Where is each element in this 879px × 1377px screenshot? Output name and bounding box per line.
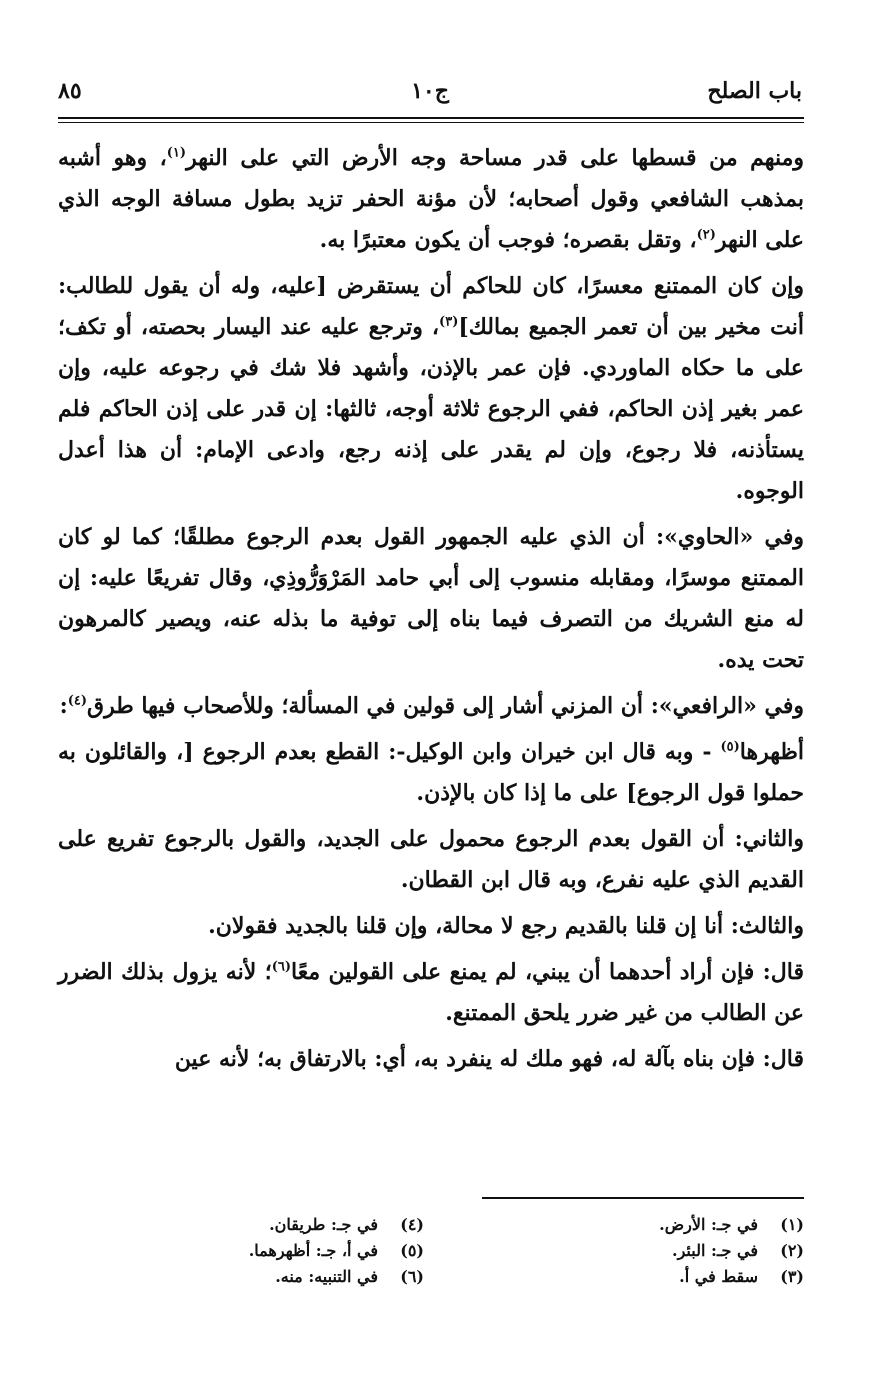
paragraph-text: وإن كان الممتنع معسرًا، كان للحاكم أن يستقرض [عليه، وله أن يقول للطالب: أنت مخير بين أن تعمر الجميع بمالك]: [58, 273, 804, 340]
paragraph-text: ، وتقل بقصره؛ فوجب أن يكون معتبرًا به.: [319, 227, 697, 253]
paragraph: [58, 686, 804, 727]
volume-label: ج١٠: [411, 78, 449, 104]
paragraph-text: وفي «الرافعي»: أن المزني أشار إلى قولين في المسألة؛ وللأصحاب فيها طرق: [87, 693, 804, 719]
footnote-item: [464, 1238, 804, 1264]
footnote-text: سقط في أ.: [679, 1267, 758, 1286]
footnote-number: (٣): [780, 1267, 804, 1286]
footnote-marker: (٣): [439, 314, 459, 330]
paragraph: [58, 732, 804, 814]
paragraph: [58, 819, 804, 901]
footnotes: [58, 1212, 804, 1312]
paragraph: [58, 266, 804, 512]
running-header: [58, 72, 802, 112]
paragraph: [58, 517, 804, 681]
footnote-number: (٢): [780, 1241, 804, 1260]
chapter-title: باب الصلح: [707, 78, 802, 104]
paragraph-text: ومنهم من قسطها على قدر مساحة وجه الأرض التي على النهر: [186, 145, 804, 171]
paragraph: [58, 952, 804, 1034]
footnote-text: في أ، جـ: أظهرهما.: [248, 1241, 378, 1260]
footnote-text: في جـ: البئر.: [672, 1241, 758, 1260]
footnote-column-right: [464, 1212, 804, 1290]
footnote-item: [84, 1212, 424, 1238]
paragraph-text: ؛ لأنه يزول بذلك الضرر عن الطالب من غير ضرر يلحق الممتنع.: [58, 959, 804, 1026]
footnote-text: في جـ: الأرض.: [659, 1215, 758, 1234]
paragraph-text: وفي «الحاوي»: أن الذي عليه الجمهور القول بعدم الرجوع مطلقًا؛ كما لو كان الممتنع موسرًا، ومقابله منسوب إلى أبي حامد المَرْوَرُّوذِي، وقال تفريعًا عليه: إن له منع الشريك من التصرف فيما بناه إلى توفية ما بذله عنه، ويصير كالمرهون تحت يده.: [58, 524, 805, 673]
footnote-item: [84, 1238, 424, 1264]
footnote-item: [84, 1264, 424, 1290]
paragraph-text: والثالث: أنا إن قلنا بالقديم رجع لا محالة، وإن قلنا بالجديد فقولان.: [208, 913, 804, 939]
footnote-number: (٥): [400, 1241, 424, 1260]
body-text: [58, 138, 804, 1085]
paragraph-text: :: [59, 693, 68, 719]
footnote-marker: (٦): [271, 959, 291, 975]
footnote-number: (٤): [400, 1215, 424, 1234]
paragraph-text: قال: فإن أراد أحدهما أن يبني، لم يمنع على القولين معًا: [291, 959, 804, 985]
paragraph-text: ، وهو أشبه بمذهب الشافعي وقول أصحابه؛ لأن مؤنة الحفر تزيد بطول مسافة الوجه الذي على النهر: [58, 145, 804, 253]
footnote-item: [464, 1212, 804, 1238]
footnote-separator: [482, 1197, 804, 1199]
footnote-number: (١): [780, 1215, 804, 1234]
paragraph-text: أظهرها: [739, 739, 804, 765]
paragraph: [58, 1039, 804, 1080]
paragraph-text: قال: فإن بناه بآلة له، فهو ملك له ينفرد به، أي: بالارتفاق به؛ لأنه عين: [174, 1046, 804, 1072]
footnote-item: [464, 1264, 804, 1290]
header-rule-thin: [58, 122, 804, 123]
footnote-number: (٦): [400, 1267, 424, 1286]
paragraph-text: والثاني: أن القول بعدم الرجوع محمول على الجديد، والقول بالرجوع تفريع على القديم الذي عليه نفرع، وبه قال ابن القطان.: [58, 826, 804, 893]
paragraph-text: ، وترجع عليه عند اليسار بحصته، أو تكف؛ على ما حكاه الماوردي. فإن عمر بالإذن، وأشهد فلا شك في رجوعه عليه، وإن عمر بغير إذن الحاكم، ففي الرجوع ثلاثة أوجه، ثالثها: إن قدر على إذن الحاكم فلم يستأذنه، فلا رجوع، وإن لم يقدر على إذنه رجع، وادعى الإمام: أن هذا أعدل الوجوه.: [58, 314, 804, 504]
header-rule-thick: [58, 117, 804, 119]
footnote-marker: (١): [166, 145, 187, 161]
footnote-marker: (٢): [696, 227, 716, 243]
footnote-marker: (٥): [720, 739, 740, 755]
paragraph: [58, 138, 804, 261]
footnote-text: في جـ: طريقان.: [269, 1215, 378, 1234]
footnote-marker: (٤): [67, 693, 88, 709]
paragraph: [58, 906, 804, 947]
page-number: ٨٥: [58, 78, 82, 104]
paragraph-text: - وبه قال ابن خيران وابن الوكيل-: القطع بعدم الرجوع [، والقائلون به حملوا قول الرجوع] على ما إذا كان بالإذن.: [58, 739, 804, 806]
footnote-text: في التنبيه: منه.: [275, 1267, 378, 1286]
footnote-column-left: [84, 1212, 424, 1290]
